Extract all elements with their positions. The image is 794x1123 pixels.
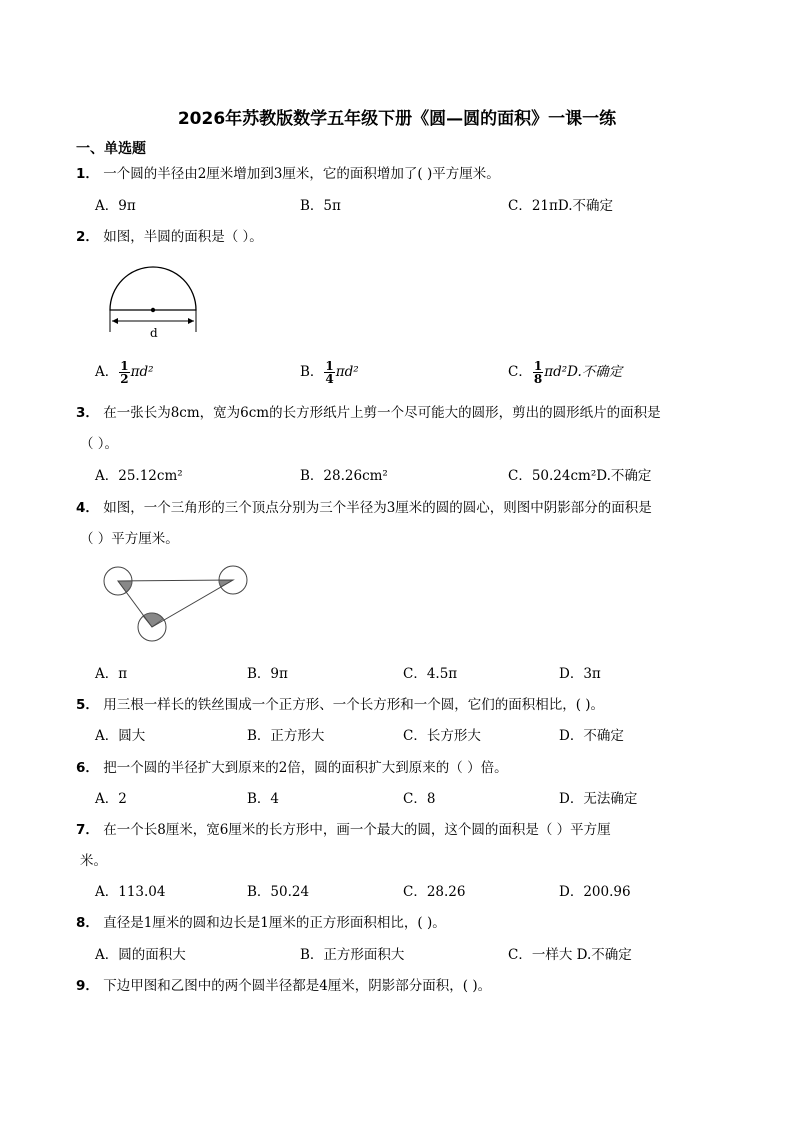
arrowhead-left (112, 318, 118, 324)
question-text: 直径是1厘米的圆和边长是1厘米的正方形面积相比，( )。 (103, 915, 446, 931)
question-number: 1． (76, 166, 99, 182)
option-a[interactable]: A．113.04 (95, 884, 166, 900)
option-c[interactable]: C．8 (403, 791, 436, 807)
question-7 (76, 820, 611, 840)
question-text: 用三根一样长的铁丝围成一个正方形、一个长方形和一个圆，它们的面积相比，( )。 (103, 697, 605, 713)
question-number: 4． (76, 500, 99, 516)
option-c[interactable]: C．长方形大 (403, 728, 481, 744)
question-number: 5． (76, 697, 99, 713)
option-b[interactable]: B．5π (300, 198, 341, 214)
question-4-continuation: （ ）平方厘米。 (80, 531, 179, 547)
option-a[interactable]: A．圆大 (95, 728, 146, 744)
option-a[interactable]: A．9π (95, 198, 136, 214)
option-b[interactable]: B．4 (247, 791, 280, 807)
fraction: $\frac{1}{8}$ (533, 359, 543, 386)
option-b[interactable]: B．正方形大 (247, 728, 325, 744)
question-text: 下边甲图和乙图中的两个圆半径都是4厘米，阴影部分面积，( )。 (103, 978, 492, 994)
option-d[interactable]: D．3π (559, 666, 601, 682)
question-number: 7． (76, 822, 99, 838)
question-number: 6． (76, 760, 99, 776)
option-a[interactable]: A． $\frac{1}{2}$ πd² (95, 359, 154, 386)
question-9 (76, 976, 491, 996)
option-b[interactable]: B．9π (247, 666, 288, 682)
question-2 (76, 227, 263, 247)
arrowhead-right (188, 318, 194, 324)
option-d[interactable]: D．不确定 (559, 728, 624, 744)
semicircle-figure (100, 262, 210, 344)
semicircle-shape (110, 267, 196, 310)
option-a[interactable]: A．2 (95, 791, 127, 807)
question-text: 把一个圆的半径扩大到原来的2倍，圆的面积扩大到原来的（ ）倍。 (103, 760, 508, 776)
question-number: 9． (76, 978, 99, 994)
question-text: 如图，半圆的面积是（ ）。 (103, 229, 263, 245)
question-5 (76, 695, 604, 715)
question-text: 在一个长8厘米，宽6厘米的长方形中，画一个最大的圆，这个圆的面积是（ ）平方厘 (103, 822, 611, 838)
question-text: 一个圆的半径由2厘米增加到3厘米，它的面积增加了( )平方厘米。 (103, 166, 500, 182)
option-b[interactable]: B．28.26cm² (300, 468, 388, 484)
triangle-circles-figure (95, 563, 255, 645)
question-6 (76, 758, 508, 778)
section-heading: 一、单选题 (76, 141, 146, 157)
question-text: 在一张长为8cm，宽为6cm的长方形纸片上剪一个尽可能大的圆形，剪出的圆形纸片的面积是 (103, 405, 661, 421)
option-c[interactable]: C．50.24cm²D.不确定 (508, 468, 652, 484)
option-a[interactable]: A．π (95, 666, 128, 682)
fraction: $\frac{1}{4}$ (325, 359, 334, 386)
diameter-label: d (150, 326, 158, 340)
page-title: 2026年苏教版数学五年级下册《圆—圆的面积》一课一练 (177, 109, 617, 129)
center-point (151, 308, 155, 312)
option-d[interactable]: D．200.96 (559, 884, 631, 900)
question-number: 3． (76, 405, 99, 421)
option-c[interactable]: C．28.26 (403, 884, 466, 900)
option-b[interactable]: B．50.24 (247, 884, 310, 900)
question-number: 8． (76, 915, 99, 931)
option-d[interactable]: D．无法确定 (559, 791, 638, 807)
fraction: $\frac{1}{2}$ (120, 359, 129, 386)
question-text: 如图，一个三角形的三个顶点分别为三个半径为3厘米的圆的圆心，则图中阴影部分的面积是 (103, 500, 652, 516)
question-7-continuation: 米。 (80, 853, 107, 869)
option-c[interactable]: C．4.5π (403, 666, 458, 682)
option-c[interactable]: C．21πD.不确定 (508, 198, 614, 214)
question-1 (76, 164, 500, 184)
option-b[interactable]: B． $\frac{1}{4}$ πd² (300, 359, 359, 386)
triangle (118, 580, 233, 627)
option-a[interactable]: A．25.12cm² (95, 468, 183, 484)
option-a[interactable]: A．圆的面积大 (95, 947, 186, 963)
question-3-continuation: （ ）。 (80, 436, 119, 452)
question-4 (76, 498, 652, 518)
option-c[interactable]: C．一样大 D.不确定 (508, 947, 632, 963)
question-number: 2． (76, 229, 99, 245)
option-c[interactable]: C． $\frac{1}{8}$ πd²D.不确定 (508, 359, 623, 386)
question-8 (76, 913, 446, 933)
option-b[interactable]: B．正方形面积大 (300, 947, 405, 963)
question-3 (76, 403, 661, 423)
